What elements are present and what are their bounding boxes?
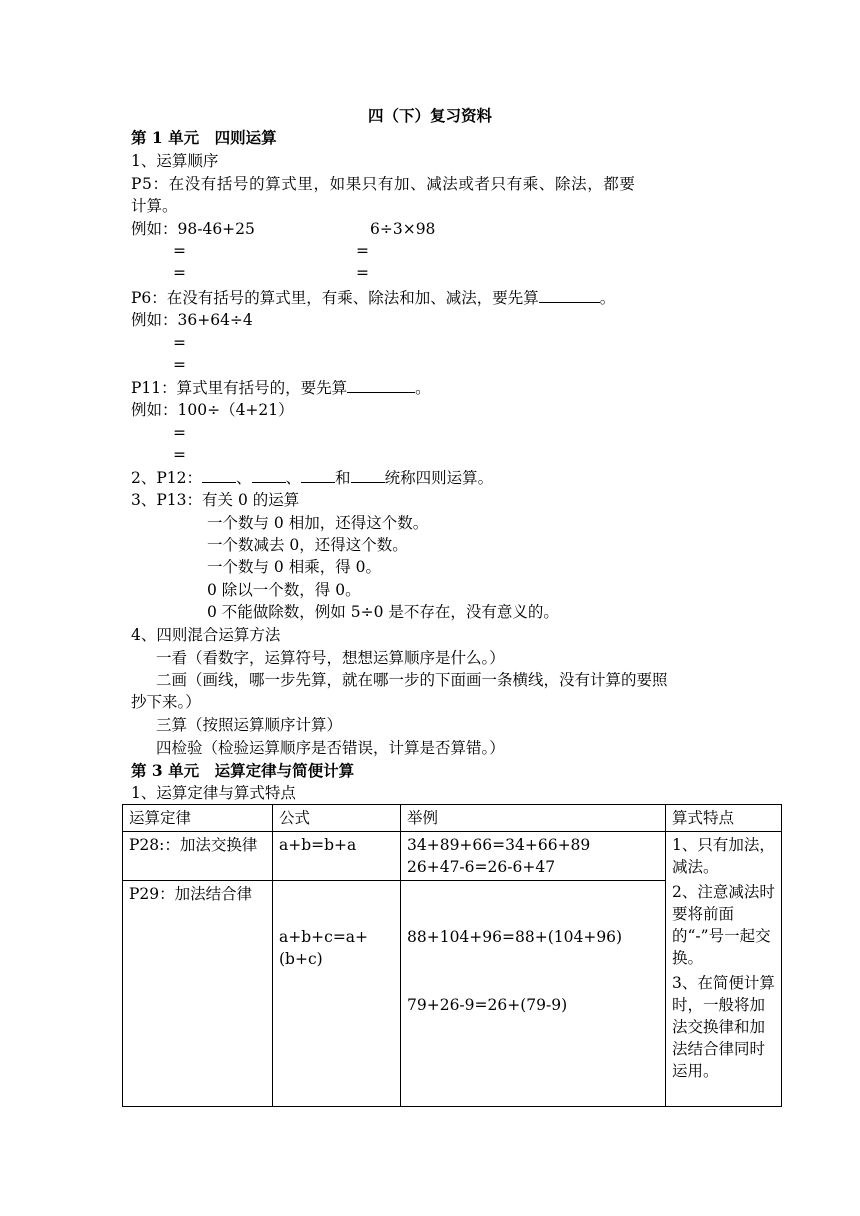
col-header-law: 运算定律	[123, 805, 273, 832]
zero-rule: 一个数与 0 相加，还得这个数。	[207, 514, 429, 532]
eq-sign: =	[173, 446, 186, 464]
eq-sign: =	[356, 264, 369, 282]
method-step-cont: 抄下来。）	[131, 693, 201, 711]
eq-sign: =	[173, 264, 186, 282]
p11-text-main: P11：算式里有括号的，要先算	[131, 379, 348, 397]
answer-blank[interactable]	[202, 466, 236, 483]
p6-text-end: 。	[599, 289, 616, 307]
law-formula: a+b+c=a+(b+c)	[273, 881, 401, 1107]
law-features	[666, 832, 782, 1107]
col-header-example: 举例	[401, 805, 666, 832]
page-title: 四（下）复习资料	[367, 106, 492, 125]
method-step: 二画（画线，哪一步先算，就在哪一步的下面画一条横线，没有计算的要照	[156, 671, 668, 689]
eq-sign: =	[173, 424, 186, 442]
s2-and: 和	[335, 469, 351, 487]
section-order: 1、运算顺序	[131, 152, 219, 170]
feature-item: 2、注意减法时要将前面的“-”号一起交换。	[672, 883, 775, 967]
p11-text	[131, 376, 431, 399]
law-name: P29：加法结合律	[123, 881, 273, 1107]
p5-text: P5：在没有括号的算式里，如果只有加、减法或者只有乘、除法，都要	[131, 175, 636, 193]
eq-sign: =	[173, 242, 186, 260]
feature-item: 1、只有加法，减法。	[672, 836, 775, 876]
p6-text-main: P6：在没有括号的算式里，有乘、除法和加、减法，要先算	[131, 289, 539, 307]
answer-blank[interactable]	[252, 466, 286, 483]
method-step: 四检验（检验运算顺序是否错误，计算是否算错。）	[156, 739, 505, 757]
s2-end: 统称四则运算。	[384, 469, 494, 487]
unit3-heading: 第 3 单元 运算定律与简便计算	[131, 761, 355, 780]
example-line: 26+47-6=26-6+47	[407, 858, 556, 876]
section-laws: 1、运算定律与算式特点	[131, 784, 296, 802]
section-method: 4、四则混合运算方法	[131, 626, 281, 644]
eq-sign: =	[173, 356, 186, 374]
zero-rule: 一个数减去 0，还得这个数。	[207, 536, 408, 554]
answer-blank[interactable]	[351, 466, 385, 483]
feature-item: 3、在简便计算时，一般将加法交换律和加法结合律同时运用。	[672, 974, 775, 1080]
example-line: 34+89+66=34+66+89	[407, 836, 591, 854]
answer-blank[interactable]	[347, 376, 415, 393]
law-examples	[401, 881, 666, 1107]
answer-blank[interactable]	[539, 286, 600, 303]
laws-table	[122, 804, 782, 1107]
example-1: 例如：98-46+25	[131, 220, 255, 238]
table-row	[123, 832, 782, 881]
section-four-ops	[131, 466, 493, 489]
p5-text-cont: 计算。	[131, 197, 178, 215]
col-header-formula: 公式	[273, 805, 401, 832]
example-3: 例如：100÷（4+21）	[131, 401, 294, 419]
s2-sep: 、	[236, 469, 252, 487]
zero-rule: 0 不能做除数，例如 5÷0 是不存在，没有意义的。	[207, 603, 559, 621]
eq-sign: =	[173, 334, 186, 352]
p6-text	[131, 286, 615, 309]
zero-rule: 一个数与 0 相乘，得 0。	[207, 558, 382, 576]
table-header-row	[123, 805, 782, 832]
law-formula: a+b=b+a	[273, 832, 401, 881]
p11-text-end: 。	[415, 379, 431, 397]
unit1-heading: 第 1 单元 四则运算	[131, 128, 277, 147]
example-1-right: 6÷3×98	[370, 220, 436, 238]
col-header-feature: 算式特点	[666, 805, 782, 832]
section-zero: 3、P13：有关 0 的运算	[131, 491, 300, 509]
s2-sep: 、	[285, 469, 302, 487]
law-examples	[401, 832, 666, 881]
s2-prefix: 2、P12：	[131, 469, 203, 487]
law-name: P28:：加法交换律	[123, 832, 273, 881]
method-step: 一看（看数字，运算符号，想想运算顺序是什么。）	[156, 649, 505, 667]
zero-rule: 0 除以一个数，得 0。	[207, 581, 361, 599]
eq-sign: =	[356, 242, 369, 260]
answer-blank[interactable]	[301, 466, 335, 483]
example-line: 79+26-9=26+(79-9)	[407, 996, 568, 1014]
method-step: 三算（按照运算顺序计算）	[156, 716, 343, 734]
example-2: 例如：36+64÷4	[131, 311, 253, 329]
example-line: 88+104+96=88+(104+96)	[407, 928, 623, 946]
